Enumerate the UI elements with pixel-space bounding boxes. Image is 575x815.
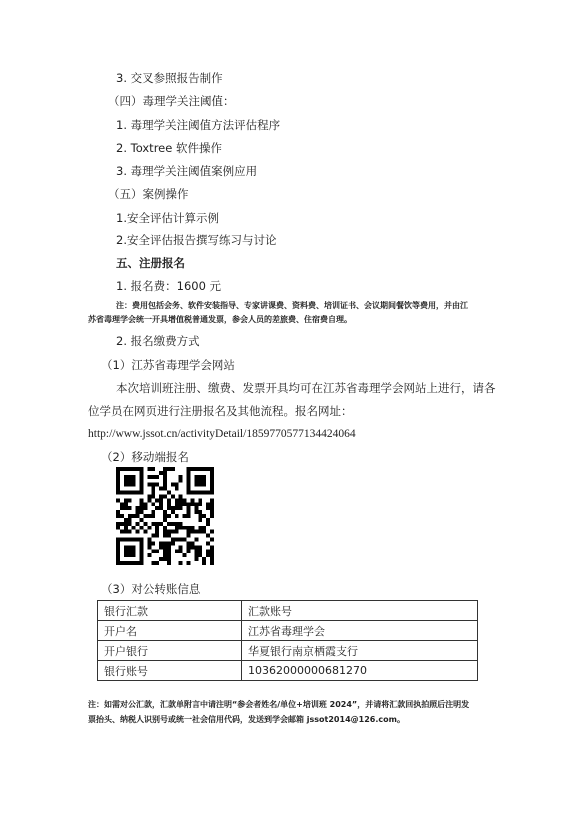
heading-ttc: （四）毒理学关注阈值： <box>108 94 235 108</box>
table-cell: 华夏银行南京栖霞支行 <box>242 641 478 661</box>
transfer-note-line2: 票抬头、纳税人识别号或统一社会信用代码，发送到学会邮箱 jssot2014@126.com。 <box>88 715 405 724</box>
table-cell: 10362000000681270 <box>242 661 478 681</box>
line-ttc-2: 2. Toxtree 软件操作 <box>116 141 222 155</box>
heading-mobile: （2）移动端报名 <box>101 450 189 464</box>
bank-info-table <box>97 600 478 681</box>
body-line2: 位学员在网页进行注册报名及其他流程。报名网址： <box>88 404 353 418</box>
line-ttc-3: 3. 毒理学关注阈值案例应用 <box>116 164 258 178</box>
line-case-2: 2.安全评估报告撰写练习与讨论 <box>116 233 277 247</box>
line-ttc-1: 1. 毒理学关注阈值方法评估程序 <box>116 118 281 132</box>
transfer-note-line1: 注：如需对公汇款，汇款单附言中请注明“参会者姓名/单位+培训班 2024”，并请将汇款回执拍照后注明发 <box>88 700 470 709</box>
heading-registration: 五、注册报名 <box>116 256 185 270</box>
table-row <box>98 661 478 681</box>
table-cell: 银行账号 <box>98 661 242 681</box>
table-row <box>98 601 478 621</box>
body-line1: 本次培训班注册、缴费、发票开具均可在江苏省毒理学会网站上进行，请各 <box>116 381 496 395</box>
line-payment: 2. 报名缴费方式 <box>116 334 200 348</box>
table-row <box>98 641 478 661</box>
table-cell: 银行汇款 <box>98 601 242 621</box>
table-row <box>98 621 478 641</box>
line-fee: 1. 报名费：1600 元 <box>116 279 222 293</box>
line-case-1: 1.安全评估计算示例 <box>116 211 219 225</box>
table-cell: 开户银行 <box>98 641 242 661</box>
fee-note-line1: 注：费用包括会务、软件安装指导、专家讲课费、资料费、培训证书、会议期间餐饮等费用，并由江 <box>116 301 468 310</box>
table-cell: 江苏省毒理学会 <box>242 621 478 641</box>
table-cell: 开户名 <box>98 621 242 641</box>
heading-case: （五）案例操作 <box>108 187 189 201</box>
fee-note-line2: 苏省毒理学会统一开具增值税普通发票，参会人员的差旅费、住宿费自理。 <box>88 315 352 324</box>
line-crossref: 3. 交叉参照报告制作 <box>116 71 223 85</box>
heading-bank-transfer: （3）对公转账信息 <box>101 582 201 596</box>
heading-website: （1）江苏省毒理学会网站 <box>101 358 235 372</box>
table-cell: 汇款账号 <box>242 601 478 621</box>
registration-url[interactable]: http://www.jssot.cn/activityDetail/1859770577134424064 <box>88 428 356 440</box>
qr-code <box>116 467 214 565</box>
